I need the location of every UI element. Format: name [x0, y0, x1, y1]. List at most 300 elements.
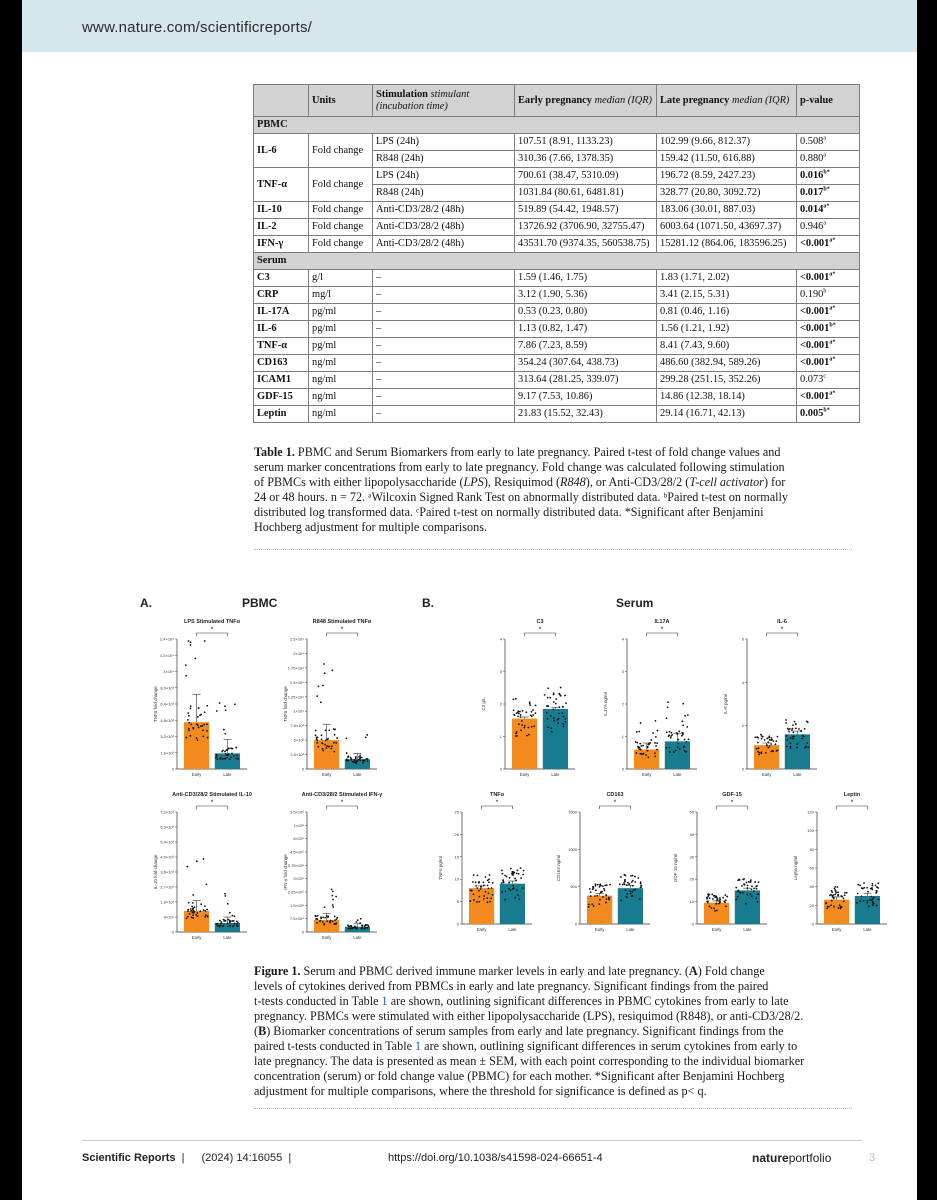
data-point	[492, 882, 494, 884]
data-point	[478, 881, 480, 883]
data-point	[837, 886, 839, 888]
data-point	[535, 704, 537, 706]
data-point	[749, 893, 751, 895]
data-point	[516, 872, 518, 874]
data-point	[346, 758, 348, 760]
data-point	[200, 725, 202, 727]
data-point	[204, 640, 206, 642]
significance-star: *	[495, 799, 499, 807]
data-point	[630, 893, 632, 895]
data-point	[332, 890, 334, 892]
data-point	[518, 873, 520, 875]
significance-star: *	[613, 799, 617, 807]
footer-volume: (2024) 14:16055	[201, 1152, 283, 1164]
x-tick-label: Late	[863, 927, 872, 932]
data-point	[190, 644, 192, 646]
y-axis-label: TNFα fold change	[283, 686, 288, 722]
data-point	[361, 924, 363, 926]
y-tick-label: 7.5×10⁴	[289, 916, 304, 922]
data-point	[746, 894, 748, 896]
data-point	[777, 736, 779, 738]
data-point	[514, 714, 516, 716]
data-point	[347, 756, 349, 758]
data-point	[831, 900, 833, 902]
data-point	[654, 752, 656, 754]
x-tick-label: Early	[321, 935, 332, 940]
data-point	[636, 742, 638, 744]
data-point	[785, 722, 787, 724]
data-point	[737, 896, 739, 898]
x-tick-label: Late	[551, 772, 560, 777]
bar-early	[184, 722, 209, 769]
chart-title: Leptin	[843, 792, 861, 798]
data-point	[715, 896, 717, 898]
table-row: IL-6 pg/ml – 1.13 (0.82, 1.47) 1.56 (1.21, 1.92) $<0.001^{b*}$	[254, 321, 860, 338]
section-row-serum: Serum	[254, 253, 860, 270]
data-point	[642, 745, 644, 747]
data-point	[476, 887, 478, 889]
x-tick-label: Late	[673, 772, 682, 777]
data-point	[755, 897, 757, 899]
data-point	[315, 734, 317, 736]
data-point	[232, 748, 234, 750]
y-tick-label: 0	[301, 929, 304, 935]
chart-4	[723, 619, 817, 777]
data-point	[322, 750, 324, 752]
data-point	[846, 892, 848, 894]
data-point	[602, 896, 604, 898]
panel-b-label: B.	[422, 596, 434, 610]
data-point	[219, 920, 221, 922]
data-point	[684, 715, 686, 717]
data-point	[197, 716, 199, 718]
data-point	[478, 890, 480, 892]
data-point	[525, 711, 527, 713]
data-point	[233, 924, 235, 926]
table-row: R848 (24h) 310.36 (7.66, 1378.35) 159.42 (11.50, 616.88) 0.880$^a$	[254, 151, 860, 168]
y-axis-label: GDF-15 ng/ml	[673, 853, 678, 883]
data-point	[772, 750, 774, 752]
chart-title: C3	[536, 619, 544, 625]
data-point	[506, 876, 508, 878]
table-row: GDF-15 ng/ml – 9.17 (7.53, 10.86) 14.86 (12.38, 18.14) $<0.001^{a*}$	[254, 389, 860, 406]
data-point	[638, 731, 640, 733]
data-point	[859, 885, 861, 887]
data-point	[717, 898, 719, 900]
data-point	[354, 926, 356, 928]
data-point	[224, 705, 226, 707]
y-tick-label: 20	[809, 902, 814, 908]
data-point	[485, 891, 487, 893]
data-point	[877, 899, 879, 901]
table-row: IL-10 Fold change Anti-CD3/28/2 (48h) 519.89 (54.42, 1948.57) 183.06 (30.01, 887.03) $0.014^{a*}$	[254, 202, 860, 219]
data-point	[757, 742, 759, 744]
data-point	[489, 901, 491, 903]
data-point	[206, 723, 208, 725]
data-point	[326, 920, 328, 922]
data-point	[328, 729, 330, 731]
data-point	[216, 710, 218, 712]
data-point	[508, 888, 510, 890]
data-point	[222, 758, 224, 760]
data-point	[233, 755, 235, 757]
data-point	[326, 739, 328, 741]
data-point	[332, 920, 334, 922]
data-point	[804, 747, 806, 749]
data-point	[345, 737, 347, 739]
data-point	[225, 709, 227, 711]
data-point	[535, 712, 537, 714]
data-point	[365, 758, 367, 760]
data-point	[320, 701, 322, 703]
y-tick-label: 60	[809, 865, 814, 871]
data-point	[367, 924, 369, 926]
data-point	[769, 739, 771, 741]
x-tick-label: Early	[191, 935, 202, 940]
data-point	[553, 701, 555, 703]
data-point	[588, 904, 590, 906]
panel-a-label: A.	[140, 596, 152, 610]
chart-0	[153, 619, 247, 777]
data-point	[633, 889, 635, 891]
data-point	[348, 926, 350, 928]
data-point	[801, 738, 803, 740]
data-point	[227, 922, 229, 924]
data-point	[330, 920, 332, 922]
y-tick-label: 1	[621, 734, 624, 739]
data-point	[753, 887, 755, 889]
y-tick-label: 80	[809, 846, 814, 852]
data-point	[520, 729, 522, 731]
data-point	[546, 712, 548, 714]
data-point	[528, 734, 530, 736]
data-point	[620, 900, 622, 902]
y-tick-label: 0	[499, 766, 502, 772]
data-point	[197, 915, 199, 917]
data-point	[319, 920, 321, 922]
y-tick-label: 6.3×10³	[160, 824, 174, 830]
figure-caption: Figure 1. Serum and PBMC derived immune marker levels in early and late pregnancy. (A) Fold change levels of cytokines derived from PBMCs in early and late pregnancy. Significant findings from the paired t-tests conducted in Table 1 are shown, outlining significant differences in PBMC cytokines from early to late pregnancy. PBMCs were stimulated with either lipopolysaccharide (LPS), resiquimod (R848), or anti-CD3/28/2. (B) Biomarker concentrations of serum samples from early and late pregnancy. Significant findings from the paired t-tests conducted in Table 1 are shown, outlining significant differences in serum cytokines from early to late pregnancy. The data is presented as mean ± SEM, with each point corresponding to the individual biomarker concentration (serum) or fold change value (PBMC) for each mother. *Significant after Benjamini Hochberg adjustment for multiple comparisons, where the threshold for significance is defined as p< q.	[254, 964, 805, 1098]
data-point	[647, 750, 649, 752]
data-point	[735, 887, 737, 889]
data-point	[325, 740, 327, 742]
data-point	[204, 910, 206, 912]
panel-a-title: PBMC	[242, 596, 278, 610]
x-tick-label: Late	[743, 927, 752, 932]
y-tick-label: 2	[741, 723, 744, 729]
data-point	[473, 899, 475, 901]
data-point	[635, 752, 637, 754]
data-point	[716, 910, 718, 912]
data-point	[215, 757, 217, 759]
data-point	[671, 734, 673, 736]
data-point	[532, 714, 534, 716]
footer-doi[interactable]: https://doi.org/10.1038/s41598-024-66651-4	[388, 1152, 603, 1164]
data-point	[515, 732, 517, 734]
data-point	[336, 737, 338, 739]
data-point	[724, 894, 726, 896]
data-point	[739, 892, 741, 894]
data-point	[231, 753, 233, 755]
data-point	[197, 724, 199, 726]
data-point	[354, 759, 356, 761]
y-tick-label: 1.5×10⁵	[289, 902, 304, 908]
data-point	[837, 891, 839, 893]
url-bar	[22, 0, 917, 52]
data-point	[347, 760, 349, 762]
data-point	[871, 898, 873, 900]
page-number: 3	[869, 1152, 876, 1164]
data-point	[757, 893, 759, 895]
data-point	[563, 726, 565, 728]
data-point	[756, 748, 758, 750]
data-point	[363, 928, 365, 930]
data-point	[515, 698, 517, 700]
data-point	[531, 715, 533, 717]
data-point	[547, 718, 549, 720]
y-tick-label: 0	[301, 766, 304, 772]
data-point	[192, 908, 194, 910]
data-point	[366, 734, 368, 736]
chart-title: GDF-15	[722, 792, 742, 798]
data-point	[187, 910, 189, 912]
data-point	[834, 887, 836, 889]
y-tick-label: 25	[454, 809, 459, 815]
table-1	[253, 84, 860, 423]
data-point	[757, 901, 759, 903]
data-point	[478, 901, 480, 903]
data-point	[360, 918, 362, 920]
data-point	[550, 715, 552, 717]
data-point	[318, 685, 320, 687]
data-point	[790, 746, 792, 748]
chart-title: IL-6	[777, 619, 787, 625]
data-point	[632, 875, 634, 877]
data-point	[202, 729, 204, 731]
data-point	[487, 901, 489, 903]
data-point	[204, 711, 206, 713]
page	[22, 0, 917, 1200]
data-point	[756, 888, 758, 890]
data-point	[551, 731, 553, 733]
data-point	[202, 735, 204, 737]
bar-late	[500, 884, 525, 924]
bar-early	[634, 750, 659, 770]
data-point	[356, 928, 358, 930]
data-point	[742, 892, 744, 894]
data-point	[655, 720, 657, 722]
data-point	[596, 895, 598, 897]
y-tick-label: 0	[574, 921, 577, 927]
data-point	[516, 889, 518, 891]
bar-late	[215, 753, 240, 769]
x-tick-label: Early	[321, 772, 332, 777]
data-point	[843, 897, 845, 899]
data-point	[206, 730, 208, 732]
data-point	[203, 724, 205, 726]
data-point	[600, 891, 602, 893]
data-point	[228, 753, 230, 755]
data-point	[677, 746, 679, 748]
data-point	[677, 739, 679, 741]
data-point	[713, 907, 715, 909]
footer-journal: Scientific Reports	[82, 1152, 176, 1164]
y-tick-label: 0	[621, 766, 624, 772]
data-point	[622, 884, 624, 886]
data-point	[831, 895, 833, 897]
y-tick-label: 500	[570, 884, 577, 890]
data-point	[356, 760, 358, 762]
data-point	[641, 745, 643, 747]
data-point	[840, 895, 842, 897]
data-point	[789, 728, 791, 730]
data-point	[640, 722, 642, 724]
data-point	[625, 889, 627, 891]
data-point	[522, 874, 524, 876]
data-point	[547, 697, 549, 699]
data-point	[807, 746, 809, 748]
data-point	[657, 730, 659, 732]
data-point	[555, 698, 557, 700]
data-point	[189, 735, 191, 737]
data-point	[227, 903, 229, 905]
data-point	[475, 885, 477, 887]
data-point	[627, 882, 629, 884]
data-point	[217, 758, 219, 760]
data-point	[603, 888, 605, 890]
data-point	[606, 898, 608, 900]
data-point	[206, 909, 208, 911]
data-point	[760, 734, 762, 736]
data-point	[190, 707, 192, 709]
data-point	[774, 743, 776, 745]
data-point	[207, 915, 209, 917]
data-point	[872, 904, 874, 906]
data-point	[509, 877, 511, 879]
chart-title: Anti-CD3/28/2 Stimulated IL-10	[172, 792, 252, 798]
data-point	[789, 742, 791, 744]
data-point	[219, 702, 221, 704]
chart-title: R848 Stimulated TNFα	[312, 619, 372, 625]
footer-brand: natureportfolio	[752, 1151, 832, 1165]
data-point	[777, 750, 779, 752]
url-text[interactable]: www.nature.com/scientificreports/	[82, 19, 313, 36]
data-point	[322, 916, 324, 918]
y-tick-label: 4.8×10³	[160, 717, 174, 723]
data-point	[751, 895, 753, 897]
y-tick-label: 1500	[568, 809, 577, 815]
y-tick-label: 1×10⁴	[293, 708, 304, 714]
data-point	[190, 641, 192, 643]
data-point	[590, 895, 592, 897]
data-point	[224, 895, 226, 897]
data-point	[195, 914, 197, 916]
data-point	[866, 902, 868, 904]
data-point	[792, 724, 794, 726]
data-point	[604, 889, 606, 891]
data-point	[562, 723, 564, 725]
data-point	[857, 893, 859, 895]
y-tick-label: 2.7×10³	[160, 884, 174, 890]
x-tick-label: Late	[626, 927, 635, 932]
y-axis-label: Leptin ng/ml	[793, 855, 798, 881]
data-point	[511, 871, 513, 873]
data-point	[876, 904, 878, 906]
data-point	[520, 877, 522, 879]
data-point	[188, 640, 190, 642]
data-point	[738, 889, 740, 891]
data-point	[590, 891, 592, 893]
bar-late	[785, 734, 810, 769]
table-row: IFN-γ Fold change Anti-CD3/28/2 (48h) 43531.70 (9374.35, 560538.75) 15281.12 (864.06, 183596.25) $<0.001^{a*}$	[254, 236, 860, 253]
y-tick-label: 9×10²	[163, 914, 174, 920]
data-point	[670, 737, 672, 739]
data-point	[322, 748, 324, 750]
data-point	[712, 898, 714, 900]
data-point	[472, 881, 474, 883]
data-point	[521, 724, 523, 726]
data-point	[482, 881, 484, 883]
data-point	[605, 902, 607, 904]
y-axis-label: TNFα pg/ml	[438, 856, 443, 880]
y-tick-label: 1.25×10⁴	[287, 694, 304, 700]
data-point	[565, 718, 567, 720]
y-tick-label: 8.0×10³	[160, 685, 174, 691]
bar-late	[735, 890, 760, 924]
data-point	[685, 751, 687, 753]
data-point	[335, 742, 337, 744]
data-point	[592, 886, 594, 888]
data-point	[719, 899, 721, 901]
data-point	[316, 742, 318, 744]
x-tick-label: Late	[508, 927, 517, 932]
data-point	[876, 890, 878, 892]
data-point	[747, 887, 749, 889]
data-point	[489, 874, 491, 876]
data-point	[863, 882, 865, 884]
y-axis-label: TNFα fold change	[153, 686, 158, 722]
data-point	[197, 739, 199, 741]
data-point	[667, 701, 669, 703]
y-axis-label: CD163 ng/ml	[556, 854, 561, 882]
data-point	[623, 882, 625, 884]
chart-title: CD163	[606, 792, 624, 798]
data-point	[835, 890, 837, 892]
header-units: Units	[309, 85, 373, 117]
data-point	[200, 903, 202, 905]
data-point	[188, 730, 190, 732]
data-point	[490, 897, 492, 899]
data-point	[599, 883, 601, 885]
chart-7	[438, 792, 532, 932]
data-point	[561, 712, 563, 714]
data-point	[488, 887, 490, 889]
data-point	[632, 885, 634, 887]
data-point	[788, 731, 790, 733]
data-point	[185, 664, 187, 666]
y-tick-label: 3.6×10³	[160, 869, 174, 875]
data-point	[332, 904, 334, 906]
table-row: CRP mg/l – 3.12 (1.90, 5.36) 3.41 (2.15, 5.31) 0.190$^b$	[254, 287, 860, 304]
data-point	[871, 885, 873, 887]
data-point	[758, 747, 760, 749]
data-point	[216, 754, 218, 756]
data-point	[334, 729, 336, 731]
data-point	[321, 742, 323, 744]
data-point	[673, 751, 675, 753]
y-tick-label: 100	[807, 828, 814, 834]
data-point	[706, 900, 708, 902]
